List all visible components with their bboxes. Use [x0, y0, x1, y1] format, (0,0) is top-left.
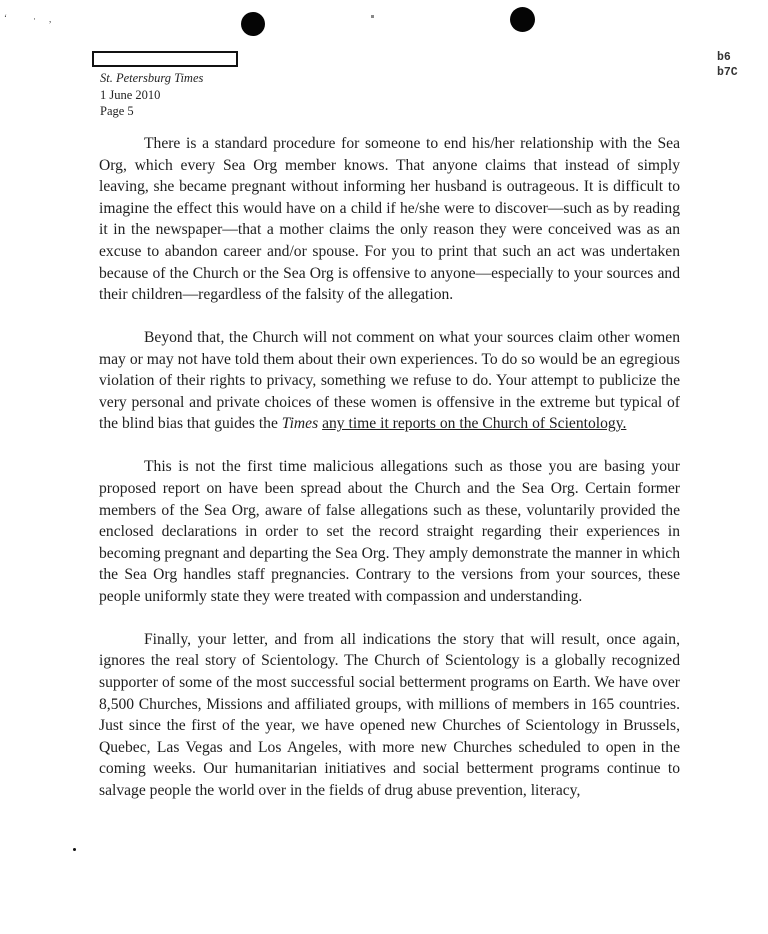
- paragraph-2-text: Beyond that, the Church will not comment on what your sources claim other women may or may not have told them about their own experiences. To do so would be an egregious violation of their rights to privacy, something we refuse to do. Your attempt to publicize the very personal and private choices of these women is offensive in the extreme but typical of the blind bias that guides the: [99, 329, 680, 433]
- exemption-code-b6: b6: [717, 51, 731, 64]
- margin-dot: [73, 848, 76, 851]
- scan-dot: [371, 15, 374, 18]
- scan-speck: ·: [33, 14, 36, 24]
- exemption-codes: [717, 50, 738, 80]
- exemption-code-b7c: b7C: [717, 66, 738, 79]
- paragraph-3: This is not the first time malicious allegations such as those you are basing your proposed report on have been spread about the Church and the Sea Org. Certain former members of the Sea Org, aware of false allegations such as these, voluntarily provided the enclosed declarations in order to set the record straight regarding their experiences in becoming pregnant and departing the Sea Org. They amply demonstrate the manner in which the Sea Org handles staff pregnancies. Contrary to the versions from your sources, these people uniformly state they were treated with compassion and understanding.: [99, 458, 680, 605]
- scan-speck: ‘: [4, 13, 7, 23]
- scan-speck: ,: [49, 14, 52, 24]
- letter-body: [99, 133, 680, 823]
- paragraph-2: [99, 327, 680, 435]
- redaction-box: [92, 51, 238, 67]
- publication-name: St. Petersburg Times: [100, 71, 204, 85]
- letter-date: 1 June 2010: [100, 87, 161, 102]
- punch-hole-left: [241, 12, 265, 36]
- punch-hole-right: [510, 7, 535, 32]
- letter-header: [100, 70, 203, 120]
- paragraph-4: Finally, your letter, and from all indications the story that will result, once again, ignores the real story of Scientology. The Church of Scientology is a globally recognized supporter of some of the most successful social betterment programs on Earth. We have over 8,500 Churches, Missions and affiliated groups, with millions of members in 165 countries. Just since the first of the year, we have opened new Churches of Scientology in Brussels, Quebec, Las Vegas and Los Angeles, with more new Churches scheduled to open in the coming weeks. Our humanitarian initiatives and social betterment programs continue to salvage people the world over in the fields of drug abuse prevention, literacy,: [99, 630, 680, 799]
- times-italic: Times: [281, 415, 319, 433]
- underlined-phrase: any time it reports on the Church of Scientology.: [322, 415, 627, 433]
- paragraph-1: There is a standard procedure for someone to end his/her relationship with the Sea Org, which every Sea Org member knows. That anyone claims that instead of simply leaving, she became pregnant without informing her husband is outrageous. It is difficult to imagine the effect this would have on a child if he/she were to discover—such as by reading it in the newspaper—that a mother claims the only reason they were conceived was as an excuse to abandon career and/or spouse. For you to print that such an act was undertaken because of the Church or the Sea Org is offensive to anyone—especially to your sources and their children—regardless of the falsity of the allegation.: [99, 135, 680, 304]
- page-number: Page 5: [100, 104, 134, 118]
